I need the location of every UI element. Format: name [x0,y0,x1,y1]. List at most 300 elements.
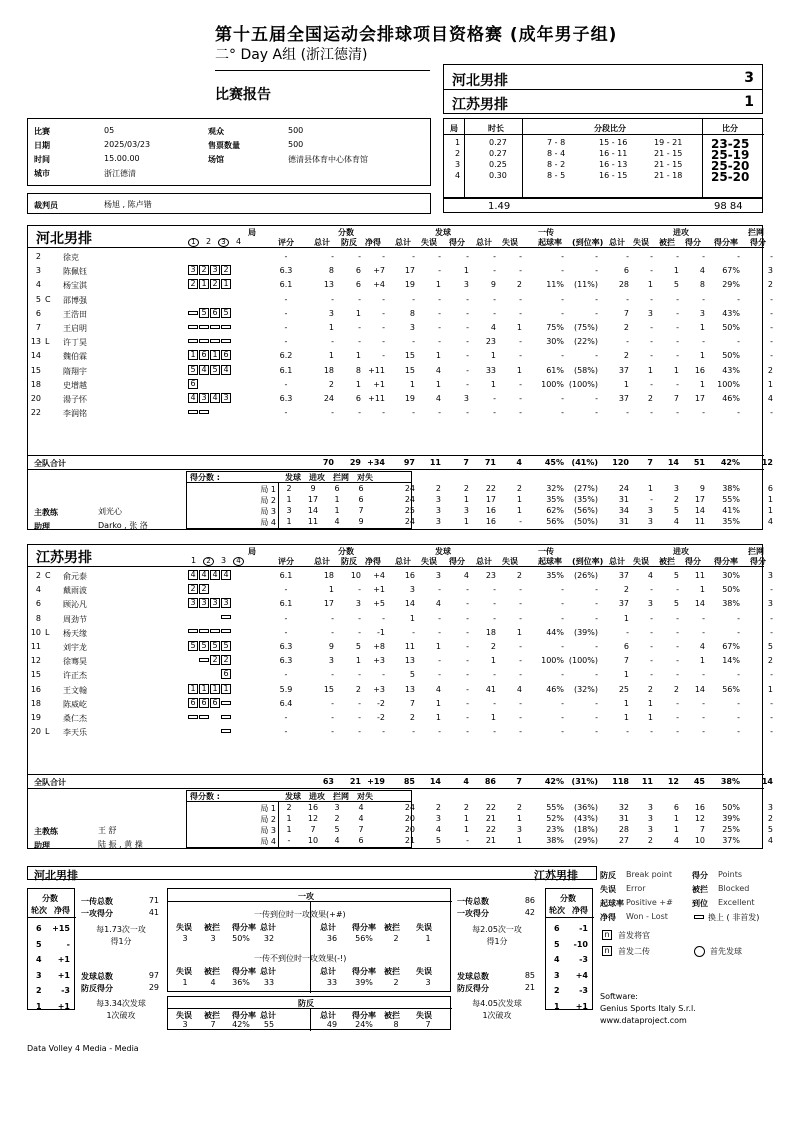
player-serve: - [466,698,469,708]
legend-key: 失误 [600,885,616,894]
rotation-box: 4 [199,365,209,375]
player-rotations [188,570,232,580]
player-name: 邵博强 [63,295,87,305]
player-attack: - [676,294,679,304]
bench-marker [199,658,209,662]
venue-value: 德清县体育中心体育馆 [288,155,368,164]
set-number-label: 2 [205,237,212,246]
player-points: 10 [350,571,361,580]
set-label: 局 4 [260,837,276,846]
player-attack: 43% [722,365,740,375]
attack-subheader: 得分 [685,238,701,247]
set-number-label: 3 [220,556,227,565]
player-points: 1 [328,351,334,361]
total-points: 21 [349,777,361,786]
player-serve: 15 [404,351,415,361]
total-serve: 85 [403,777,415,786]
player-reception: - [519,308,522,318]
player-name: 王文翰 [63,685,87,695]
rotation-box: 5 [210,641,220,651]
rule-line [186,482,412,483]
set-reception: 56% [546,517,564,526]
player-reception: 100% [541,656,564,666]
player-block: - [770,613,773,623]
rule-line [28,774,764,775]
player-serve: - [438,613,441,623]
player-attack: - [702,337,705,347]
player-serve: 3 [409,323,415,332]
referee-label: 裁判员 [34,201,58,210]
player-role: C [45,294,51,304]
bench-marker [210,325,220,329]
player-name: 桑仁杰 [63,714,87,723]
total-reception: 86 [484,777,496,786]
player-points: 24 [323,394,334,403]
set-reception: 62% [546,506,564,515]
set-breakdown: 2 [286,484,292,493]
fa-header: 总计 [320,923,336,932]
player-reception: - [519,727,522,737]
set-block: 4 [767,836,773,845]
player-points: 17 [323,599,334,609]
rotation-box: 1 [221,684,231,694]
player-reception: - [561,351,564,361]
player-points: -2 [377,698,385,708]
player-rotations [188,712,232,721]
player-attack: - [676,656,679,666]
player-name: 周劲节 [63,614,87,624]
bench-marker [199,325,209,329]
set-breakdown: 4 [334,836,340,845]
reception-subheader: (到位率) [572,557,604,566]
set-block: 5 [767,825,773,834]
player-attack: 2 [673,684,679,694]
set-partial: 8 - 5 [547,171,566,180]
rotation-box: 2 [188,584,198,594]
player-name: 王浩田 [63,309,87,319]
attack-subheader: 总计 [609,557,625,566]
player-reception: 1 [516,323,522,332]
player-points: +4 [373,571,385,580]
player-attack: 2 [623,351,629,361]
player-reception: - [595,613,598,623]
rotation-net: +1 [57,955,70,964]
fa-header: 失误 [416,923,432,932]
set-attack: 35% [722,517,740,526]
player-points: - [382,337,385,347]
fa-positive-away: 1 [425,934,431,943]
player-serve: - [466,294,469,304]
legend-text: Excellent [718,898,755,907]
player-points: - [358,613,361,623]
player-points: +1 [373,379,385,389]
set-reception: 35% [546,495,564,504]
player-serve: - [466,613,469,623]
ca-away: 7 [425,1020,431,1029]
starter-text: 首发将官 [618,931,650,940]
rule-line [546,917,594,918]
rotation-box: 2 [221,655,231,665]
player-points: - [331,408,334,418]
set-header: 局 [450,124,458,133]
rule-line [522,119,523,199]
recv-total-label: 一传总数 [81,897,113,906]
player-attack: 37 [618,394,629,403]
rotation-box: 1 [210,684,220,694]
player-points: - [382,252,385,261]
player-rotations [188,350,232,360]
rotation-box: 6 [210,308,220,318]
rotation-net: -1 [579,924,588,933]
legend-text: Break point [626,870,673,879]
net-header: 净得 [54,906,70,915]
set-reception: (50%) [573,517,598,526]
venue-label: 场馆 [208,155,224,164]
time-label: 时间 [34,155,50,164]
player-attack: 56% [722,684,740,694]
set-attack: 3 [647,814,653,823]
set-partial: 16 - 11 [599,149,628,158]
player-attack: - [626,627,629,637]
total-points: 98 84 [714,201,743,212]
player-reception: - [595,394,598,403]
set-attack: 39% [722,814,740,823]
player-points: 8 [355,365,361,375]
player-points: +8 [373,642,385,651]
player-points: 2 [328,379,334,389]
away-panel [27,544,773,850]
player-number: 15 [30,670,41,680]
player-name: 许正杰 [63,671,87,681]
player-reception: - [595,266,598,276]
player-rotations [188,336,232,345]
player-reception: (100%) [568,656,598,666]
player-rotations [188,393,232,403]
legend-text: Points [718,870,743,879]
rotation-box: 4 [188,393,198,403]
player-reception: 33 [485,365,496,375]
player-attack: - [676,698,679,708]
rule-line [310,1008,311,1031]
fa-header: 失误 [176,967,192,976]
player-serve: - [438,670,441,680]
player-serve: 4 [435,599,441,609]
player-attack: - [650,323,653,332]
set-number-label: 1 [190,556,197,565]
player-reception: - [519,698,522,708]
report-heading: 比赛报告 [215,87,271,103]
set-block: 2 [767,814,773,823]
rule-line [28,455,764,456]
player-attack: - [737,294,740,304]
player-serve: - [466,727,469,737]
fa-header: 得分率 [352,967,376,976]
set-reception: (36%) [573,803,598,812]
rule-line [464,119,465,199]
player-name: 陈佩钰 [63,267,87,277]
player-rotations [188,641,232,651]
player-serve: 4 [435,365,441,375]
player-reception: 100% [541,379,564,389]
set-attack: 16 [694,803,705,812]
attack-header: 进攻 [673,547,689,556]
player-number: 20 [30,727,41,737]
player-reception: 23 [485,337,496,347]
player-reception: - [519,351,522,361]
player-serve: - [466,684,469,694]
serve-header: 发球 [435,228,451,237]
set-score: 25-20 [711,170,750,184]
player-name: 许丁昊 [63,338,87,348]
player-attack: 5 [673,280,679,290]
rotation-net: +1 [575,1001,588,1011]
player-attack: 7 [623,656,629,666]
player-points: 8 [328,266,334,276]
player-serve: - [438,727,441,737]
fa-header: 被拦 [204,967,220,976]
set-breakdown: 17 [307,495,319,504]
player-serve: - [466,379,469,389]
assistant-name: Darko , 张 洛 [98,521,148,530]
player-serve: - [438,585,441,595]
player-reception: 75% [546,323,564,332]
rotation-number: 5 [36,939,42,949]
first-attack-value: 41 [148,908,159,917]
player-reception: - [519,252,522,261]
total-reception: 45% [544,458,564,467]
player-serve: - [466,599,469,609]
player-attack: - [626,727,629,737]
partial-header: 分段比分 [594,124,626,133]
player-attack: - [676,323,679,332]
ca-away: 8 [393,1020,399,1029]
player-reception: 4 [490,323,496,332]
player-serve: 1 [435,713,441,722]
player-serve: - [438,408,441,418]
set-block: 3 [767,803,773,812]
home-panel [27,225,773,531]
player-name: 陈威屹 [63,699,87,709]
total-reception: 71 [484,458,496,467]
player-rotations [188,613,232,622]
reception-subheader: 失误 [502,238,518,247]
player-attack: - [650,351,653,361]
player-rotations [188,584,232,594]
break-ratio: 每3.34次发球 [96,999,146,1008]
rotation-number: 4 [36,955,42,964]
set-label: 局 3 [260,507,276,516]
set-numbers [188,237,248,247]
set-duration: 0.27 [489,138,507,147]
set-attack: 25% [722,825,740,834]
player-reception: - [561,698,564,708]
ca-home: 3 [182,1020,188,1029]
player-attack: 1 [623,670,629,680]
rotation-net: +1 [57,1001,70,1011]
player-rotations [188,322,232,331]
total-serve: 14 [429,777,441,786]
fa-negative-home: 36% [232,978,250,987]
player-number: 19 [30,713,41,722]
player-points: - [331,613,334,623]
player-rotations [188,265,232,275]
set-attack: 28 [618,825,629,834]
player-attack: 1 [623,698,629,708]
player-reception: - [561,670,564,680]
legend-text: Positive +# [626,898,673,907]
serve-total-value: 85 [524,971,535,980]
player-rotations [188,407,232,416]
rotation-box: 4 [221,570,231,580]
player-reception: (26%) [573,571,598,580]
set-summary-header: 对失 [357,792,373,801]
bottom-away-name: 江苏男排 [534,869,578,882]
player-serve: - [412,727,415,737]
player-block: - [770,351,773,361]
set-breakdown: 14 [307,506,319,515]
set-reception: 38% [546,836,564,845]
player-attack: - [737,627,740,637]
player-points: - [331,727,334,737]
fa-positive-home: 3 [210,934,216,943]
set-attack: 3 [647,517,653,526]
player-reception: 1 [516,365,522,375]
player-points: - [331,252,334,261]
set-partial: 8 - 2 [547,160,566,169]
set-serve: 2 [435,484,441,493]
player-attack: 5 [673,599,679,609]
player-points: - [358,713,361,722]
player-block: 1 [767,684,773,694]
total-reception: (31%) [571,777,598,786]
player-attack: - [702,698,705,708]
player-points: -1 [377,627,385,637]
player-attack: - [676,727,679,737]
total-points: 63 [322,777,334,786]
bench-marker [221,715,231,719]
set-summary-header: 进攻 [309,792,325,801]
player-attack: 67% [722,642,740,651]
player-attack: - [650,613,653,623]
rotation-net: +1 [57,970,70,980]
player-reception: - [561,408,564,418]
player-points: - [358,337,361,347]
player-attack: - [702,294,705,304]
bench-marker [199,715,209,719]
ca-home: 7 [210,1020,216,1029]
player-reception: - [561,394,564,403]
time-value: 15.00.00 [104,154,140,163]
recv-total-label: 一传总数 [457,897,489,906]
player-points: +11 [368,394,385,403]
player-name: 徐克 [63,253,79,262]
player-attack: 8 [699,280,705,290]
bottom-team-bar [27,866,597,880]
set-label: 局 2 [260,815,276,824]
rotation-box: 1 [199,684,209,694]
player-points: +7 [373,266,385,276]
set-attack: 34 [618,506,629,515]
rotation-box: 6 [199,698,209,708]
set-serve: - [466,836,469,845]
player-serve: 2 [409,713,415,722]
set-breakdown: 4 [358,803,364,812]
serve-subheader: 得分 [449,557,465,566]
player-rotations [188,684,232,694]
set-breakdown: 9 [358,517,364,526]
player-attack: - [702,613,705,623]
player-vote: 6.3 [279,266,293,276]
player-serve: - [438,627,441,637]
set-serve: 3 [435,506,441,515]
player-attack: - [626,337,629,347]
player-reception: 1 [490,713,496,722]
set-number-label: 2 [203,557,214,566]
fa-negative-away: 33 [326,978,338,987]
break-ratio: 1次破攻 [106,1011,136,1020]
player-points: - [358,670,361,680]
player-serve: 1 [409,613,415,623]
rule-line [186,801,412,802]
set-serve: 24 [404,495,415,504]
player-attack: 2 [647,394,653,403]
rotation-number: 5 [554,939,560,949]
player-name: 王启明 [63,324,87,333]
player-points: - [382,323,385,332]
ca-header: 总计 [260,1011,276,1020]
set-reception: 1 [516,814,522,823]
rotation-number: 6 [36,924,42,933]
set-number: 2 [455,149,461,158]
player-attack: - [650,408,653,418]
set-reception: 52% [546,814,564,823]
player-attack: - [737,727,740,737]
player-points: 6 [355,394,361,403]
rotation-box: 5 [188,641,198,651]
rotation-box: 3 [210,265,220,275]
first-attack-ratio: 得1分 [486,937,508,946]
points-header: 分数 [338,547,354,556]
away-team-name: 江苏男排 [36,550,92,566]
player-vote: 6.3 [279,394,293,403]
fa-negative-home: 33 [263,978,275,987]
player-points: - [382,727,385,737]
total-serve: 4 [463,777,469,786]
player-reception: (39%) [573,627,598,637]
rule-line [28,469,764,470]
recv-total-value: 71 [148,896,159,905]
player-attack: - [650,727,653,737]
set-attack: 32 [618,803,629,812]
set-reception: 22 [485,803,496,812]
player-attack: - [626,294,629,304]
player-rotations [188,669,232,679]
player-attack: - [676,613,679,623]
player-number: 10 [30,627,41,637]
player-points: - [382,294,385,304]
player-serve: - [466,252,469,261]
set-serve: 24 [404,484,415,493]
rotation-box: 3 [188,265,198,275]
player-attack: - [737,252,740,261]
setter-box: n [602,946,612,956]
set-serve: 3 [435,814,441,823]
first-serve-marker [694,946,705,957]
fa-header: 得分率 [232,967,256,976]
total-serve: 7 [463,458,469,467]
player-points: - [331,698,334,708]
player-attack: - [650,585,653,595]
